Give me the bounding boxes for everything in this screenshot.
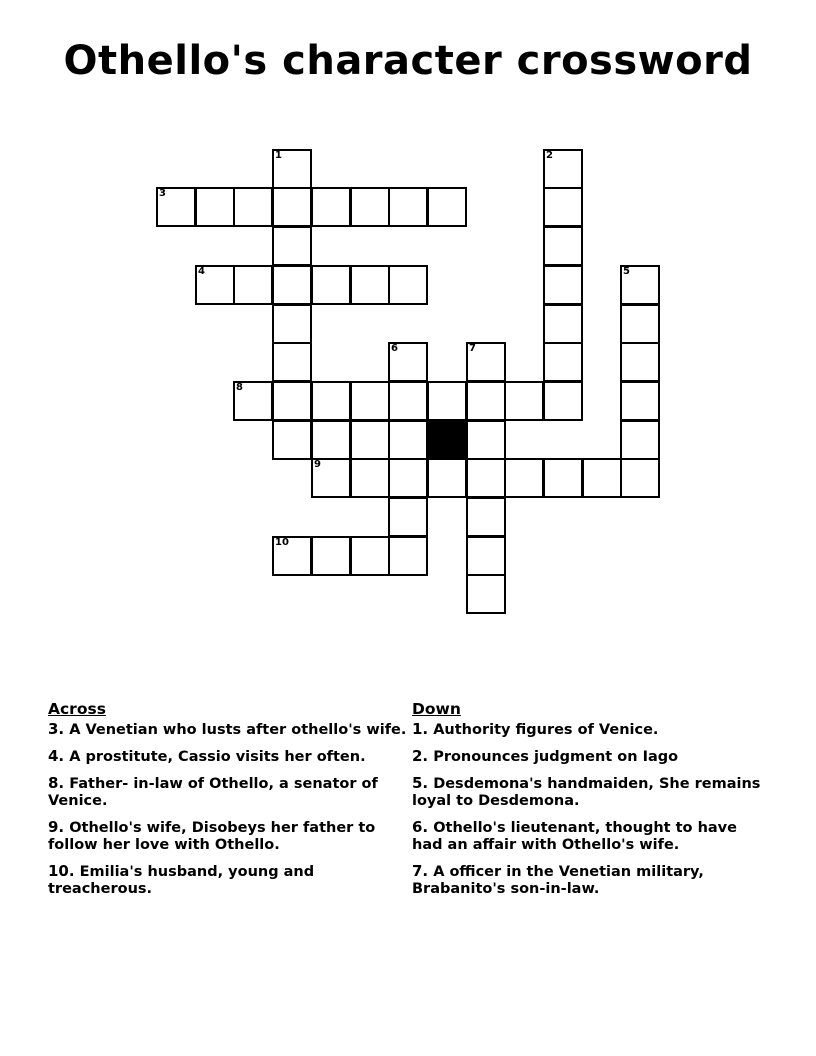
clue-text: A prostitute, Cassio visits her often. [64,749,366,765]
clue-number: 1 [275,150,282,161]
grid-cell[interactable] [466,458,506,498]
grid-cell[interactable] [350,458,390,498]
grid-cell[interactable] [620,458,660,498]
down-clue [412,721,762,739]
clue-number: 10 [275,537,289,548]
grid-cell[interactable] [350,265,390,305]
grid-cell[interactable] [311,458,351,498]
grid-cell[interactable] [620,304,660,344]
clue-number: 5 [623,266,630,277]
clue-label-number: 5. [412,774,429,792]
grid-cell[interactable] [156,187,196,227]
down-clue [412,863,762,898]
clue-label-number: 8. [48,774,65,792]
clue-number: 7 [469,343,476,354]
grid-cell[interactable] [388,458,428,498]
clue-number: 8 [236,382,243,393]
down-clue [412,819,762,854]
grid-cell[interactable] [582,458,622,498]
grid-cell[interactable] [620,381,660,421]
grid-cell[interactable] [272,420,312,460]
black-cell [427,420,467,460]
clue-label-number: 6. [412,818,429,836]
clue-label-number: 7. [412,862,429,880]
clue-text: A officer in the Venetian military, Brabanito's son-in-law. [412,864,704,897]
grid-cell[interactable] [620,420,660,460]
grid-cell[interactable] [388,420,428,460]
clue-text: Desdemona's handmaiden, She remains loyal to Desdemona. [412,776,761,809]
clue-label-number: 3. [48,720,65,738]
down-clues [412,700,762,907]
grid-cell[interactable] [388,536,428,576]
grid-cell[interactable] [620,265,660,305]
clue-number: 2 [546,150,553,161]
clue-label-number: 9. [48,818,65,836]
grid-cell[interactable] [543,265,583,305]
across-heading: Across [48,700,106,718]
clue-text: Emilia's husband, young and treacherous. [48,864,315,897]
grid-cell[interactable] [543,149,583,189]
grid-cell[interactable] [504,458,544,498]
grid-cell[interactable] [388,497,428,537]
grid-cell[interactable] [543,381,583,421]
across-clue [48,863,408,898]
down-clue [412,748,762,766]
grid-cell[interactable] [272,536,312,576]
grid-cell[interactable] [543,304,583,344]
grid-cell[interactable] [272,149,312,189]
clue-text: A Venetian who lusts after othello's wife. [64,722,407,738]
grid-cell[interactable] [311,265,351,305]
grid-cell[interactable] [350,381,390,421]
grid-cell[interactable] [543,342,583,382]
clue-label-number: 1. [412,720,429,738]
grid-cell[interactable] [427,458,467,498]
page-title: Othello's character crossword [63,38,753,84]
grid-cell[interactable] [272,265,312,305]
grid-cell[interactable] [311,420,351,460]
across-clue [48,721,408,739]
grid-cell[interactable] [466,381,506,421]
grid-cell[interactable] [466,342,506,382]
grid-cell[interactable] [350,536,390,576]
down-heading: Down [412,700,461,718]
across-clue [48,819,408,854]
grid-cell[interactable] [388,381,428,421]
clue-text: Othello's lieutenant, thought to have had an affair with Othello's wife. [412,820,737,853]
grid-cell[interactable] [504,381,544,421]
grid-cell[interactable] [388,342,428,382]
down-clue-list [412,721,762,898]
clue-number: 3 [159,188,166,199]
clue-number: 9 [314,459,321,470]
grid-cell[interactable] [272,187,312,227]
grid-cell[interactable] [543,458,583,498]
clue-text: Father- in-law of Othello, a senator of Venice. [48,776,378,809]
grid-cell[interactable] [620,342,660,382]
clue-label-number: 2. [412,747,429,765]
grid-cell[interactable] [350,420,390,460]
grid-cell[interactable] [311,536,351,576]
down-clue [412,775,762,810]
grid-cell[interactable] [233,381,273,421]
grid-cell[interactable] [427,187,467,227]
across-clues [48,700,408,907]
grid-cell[interactable] [543,187,583,227]
grid-cell[interactable] [388,187,428,227]
clue-number: 4 [198,266,205,277]
grid-cell[interactable] [427,381,467,421]
grid-cell[interactable] [272,226,312,266]
clue-label-number: 10. [48,862,75,880]
across-clue [48,775,408,810]
clue-number: 6 [391,343,398,354]
clue-text: Pronounces judgment on Iago [428,749,679,765]
clue-text: Othello's wife, Disobeys her father to follow her love with Othello. [48,820,376,853]
grid-cell[interactable] [466,420,506,460]
grid-cell[interactable] [466,574,506,614]
clue-label-number: 4. [48,747,65,765]
grid-cell[interactable] [311,187,351,227]
across-clue [48,748,408,766]
grid-cell[interactable] [272,342,312,382]
grid-cell[interactable] [466,497,506,537]
grid-cell[interactable] [233,187,273,227]
grid-cell[interactable] [233,265,273,305]
grid-cell[interactable] [466,536,506,576]
grid-cell[interactable] [388,265,428,305]
grid-cell[interactable] [350,187,390,227]
across-clue-list [48,721,408,898]
clue-text: Authority figures of Venice. [428,722,659,738]
grid-cell[interactable] [272,381,312,421]
grid-cell[interactable] [543,226,583,266]
grid-cell[interactable] [195,265,235,305]
grid-cell[interactable] [311,381,351,421]
grid-cell[interactable] [195,187,235,227]
grid-cell[interactable] [272,304,312,344]
